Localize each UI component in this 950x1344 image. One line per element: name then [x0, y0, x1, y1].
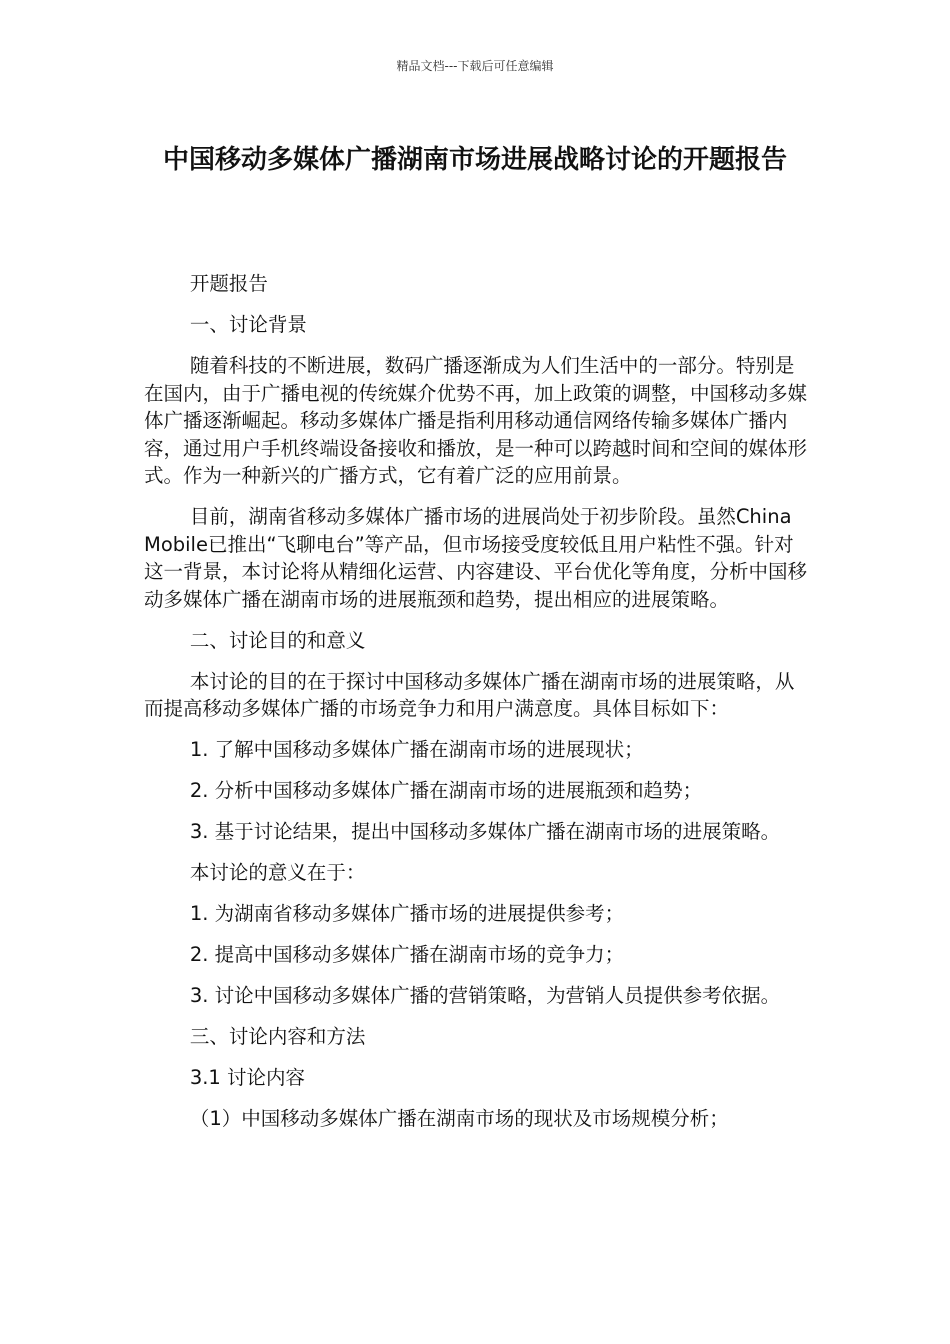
paragraph-significance: 本讨论的意义在于： — [189, 861, 366, 884]
list-item-significance-3: 3. 讨论中国移动多媒体广播的营销策略，为营销人员提供参考依据。 — [189, 984, 781, 1007]
list-item-content-1: （1）中国移动多媒体广播在湖南市场的现状及市场规模分析； — [189, 1107, 729, 1130]
paragraph-purpose: 本讨论的目的在于探讨中国移动多媒体广播在湖南市场的进展策略，从而提高移动多媒体广播的市场竞争力和用户满意度。具体目标如下： — [144, 669, 795, 720]
subheading-content: 3.1 讨论内容 — [189, 1066, 306, 1089]
list-item-significance-2: 2. 提高中国移动多媒体广播在湖南市场的竞争力； — [189, 943, 625, 966]
heading-background: 一、讨论背景 — [189, 313, 307, 336]
list-item-goal-3: 3. 基于讨论结果，提出中国移动多媒体广播在湖南市场的进展策略。 — [189, 820, 781, 843]
list-item-significance-1: 1. 为湖南省移动多媒体广播市场的进展提供参考； — [189, 902, 625, 925]
heading-content-methods: 三、讨论内容和方法 — [189, 1025, 366, 1048]
paragraph-background-1: 随着科技的不断进展，数码广播逐渐成为人们生活中的一部分。特别是在国内，由于广播电视的传统媒介优势不再，加上政策的调整，中国移动多媒体广播逐渐崛起。移动多媒体广播是指利用移动通信网络传输多媒体广播内容，通过用户手机终端设备接收和播放，是一种可以跨越时间和空间的媒体形式。作为一种新兴的广播方式，它有着广泛的应用前景。 — [144, 354, 808, 487]
list-item-goal-1: 1. 了解中国移动多媒体广播在湖南市场的进展现状； — [189, 738, 644, 761]
paragraph-background-2: 目前，湖南省移动多媒体广播市场的进展尚处于初步阶段。虽然China Mobile已推出“飞聊电台”等产品，但市场接受度较低且用户粘性不强。针对这一背景，本讨论将从精细化运营、内容建设、平台优化等角度，分析中国移动多媒体广播在湖南市场的进展瓶颈和趋势，提出相应的进展策略。 — [144, 505, 808, 611]
paragraph-report-label: 开题报告 — [189, 272, 268, 295]
document-body — [144, 270, 812, 1146]
document-title: 中国移动多媒体广播湖南市场进展战略讨论的开题报告 — [162, 145, 787, 175]
page-header-note: 精品文档---下载后可任意编辑 — [396, 59, 554, 73]
heading-purpose: 二、讨论目的和意义 — [189, 628, 366, 652]
list-item-goal-2: 2. 分析中国移动多媒体广播在湖南市场的进展瓶颈和趋势； — [189, 779, 703, 802]
